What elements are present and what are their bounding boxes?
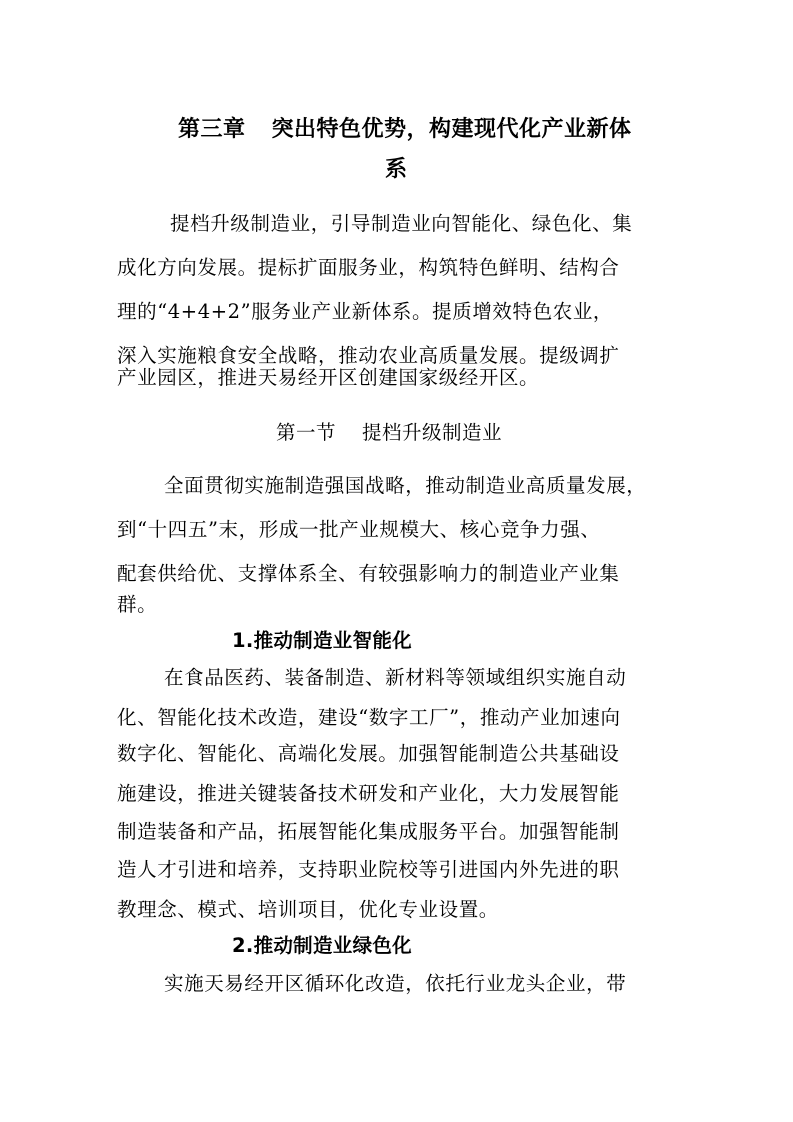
chapter-title xyxy=(178,115,632,145)
subsection2-line-1: 实施天易经开区循环化改造，依托行业龙头企业，带 xyxy=(164,972,627,995)
subsection1-line-6: 造人才引进和培养，支持职业院校等引进国内外先进的职 xyxy=(117,858,620,881)
section1-line-1: 全面贯彻实施制造强国战略，推动制造业高质量发展， xyxy=(164,474,647,497)
chapter-title-line1: 突出特色优势，构建现代化产业新体 xyxy=(271,117,632,142)
subsection1-title: 1.推动制造业智能化 xyxy=(232,629,412,652)
intro-line-4: 深入实施粮食安全战略，推动农业高质量发展。提级调扩 xyxy=(117,344,620,367)
subsection1-line-7: 教理念、模式、培训项目，优化专业设置。 xyxy=(117,898,499,921)
chapter-title-line2: 系 xyxy=(385,157,408,182)
section1-line-4: 群。 xyxy=(117,593,158,616)
section-title: 提档升级制造业 xyxy=(362,421,503,444)
intro-line-2: 成化方向发展。提标扩面服务业，构筑特色鲜明、结构合 xyxy=(117,256,620,279)
intro-line-5: 产业园区，推进天易经开区创建国家级经开区。 xyxy=(117,366,540,389)
section1-line-3: 配套供给优、支撑体系全、有较强影响力的制造业产业集 xyxy=(117,562,620,585)
subsection1-line-3: 数字化、智能化、高端化发展。加强智能制造公共基础设 xyxy=(117,742,620,765)
section-heading xyxy=(276,420,502,446)
section1-line-2: 到“十四五”末，形成一批产业规模大、核心竞争力强、 xyxy=(117,518,601,541)
subsection2-title: 2.推动制造业绿色化 xyxy=(232,934,412,957)
section-label: 第一节 xyxy=(276,421,337,444)
chapter-label: 第三章 xyxy=(178,117,246,142)
subsection1-line-2: 化、智能化技术改造，建设“数字工厂”，推动产业加速向 xyxy=(117,706,621,729)
subsection1-line-4: 施建设，推进关键装备技术研发和产业化，大力发展智能 xyxy=(117,782,620,805)
intro-line-1: 提档升级制造业，引导制造业向智能化、绿色化、集 xyxy=(170,212,633,235)
intro-line-3: 理的“4+4+2”服务业产业新体系。提质增效特色农业， xyxy=(117,300,614,323)
subsection1-line-5: 制造装备和产品，拓展智能化集成服务平台。加强智能制 xyxy=(117,820,620,843)
subsection1-line-1: 在食品医药、装备制造、新材料等领域组织实施自动 xyxy=(164,666,627,689)
